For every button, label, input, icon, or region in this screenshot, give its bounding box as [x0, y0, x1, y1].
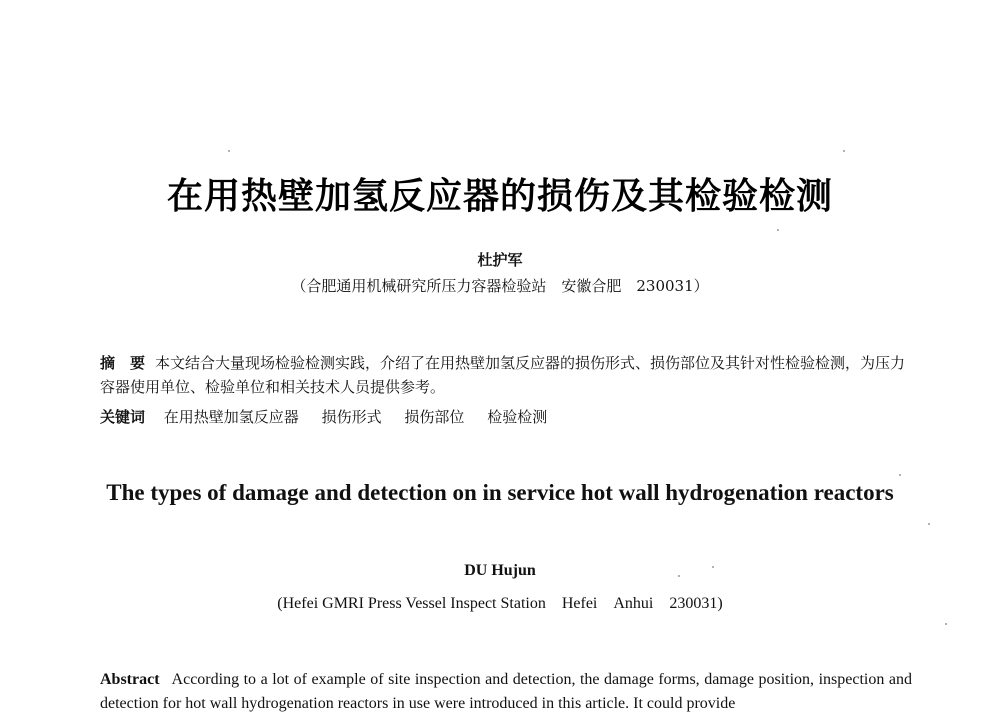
scan-speck	[899, 474, 901, 476]
keyword-item: 检验检测	[487, 408, 548, 426]
chinese-keywords-label: 关键词	[100, 408, 146, 426]
chinese-abstract	[100, 351, 910, 399]
english-author: DU Hujun	[464, 562, 536, 579]
scan-speck	[228, 150, 230, 152]
chinese-affiliation: （合肥通用机械研究所压力容器检验站 安徽合肥 230031）	[291, 277, 709, 295]
chinese-title: 在用热壁加氢反应器的损伤及其检验检测	[166, 175, 833, 217]
scan-speck	[678, 575, 680, 577]
english-abstract	[100, 668, 912, 716]
keyword-item: 损伤形式	[321, 408, 382, 426]
chinese-abstract-text: 本文结合大量现场检验检测实践，介绍了在用热壁加氢反应器的损伤形式、损伤部位及其针对性检验检测，为压力容器使用单位、检验单位和相关技术人员提供参考。	[100, 354, 906, 396]
scan-speck	[712, 566, 714, 568]
chinese-author: 杜护军	[477, 251, 523, 269]
scan-speck	[945, 623, 947, 625]
english-abstract-text: According to a lot of example of site inspection and detection, the damage forms, damage position, inspection and detection for hot wall hydrogenation reactors in use were introduced in this article. It could provide	[100, 671, 912, 712]
chinese-abstract-label: 摘 要	[100, 354, 146, 372]
chinese-keywords	[100, 406, 565, 427]
english-affiliation: (Hefei GMRI Press Vessel Inspect Station Hefei Anhui 230031)	[277, 595, 723, 612]
keyword-item: 在用热壁加氢反应器	[163, 408, 299, 426]
english-abstract-label: Abstract	[100, 671, 160, 688]
scan-speck	[843, 150, 845, 152]
keyword-item: 损伤部位	[404, 408, 465, 426]
scan-speck	[928, 523, 930, 525]
english-title: The types of damage and detection on in service hot wall hydrogenation reactors	[106, 480, 894, 505]
scan-speck	[777, 229, 779, 231]
